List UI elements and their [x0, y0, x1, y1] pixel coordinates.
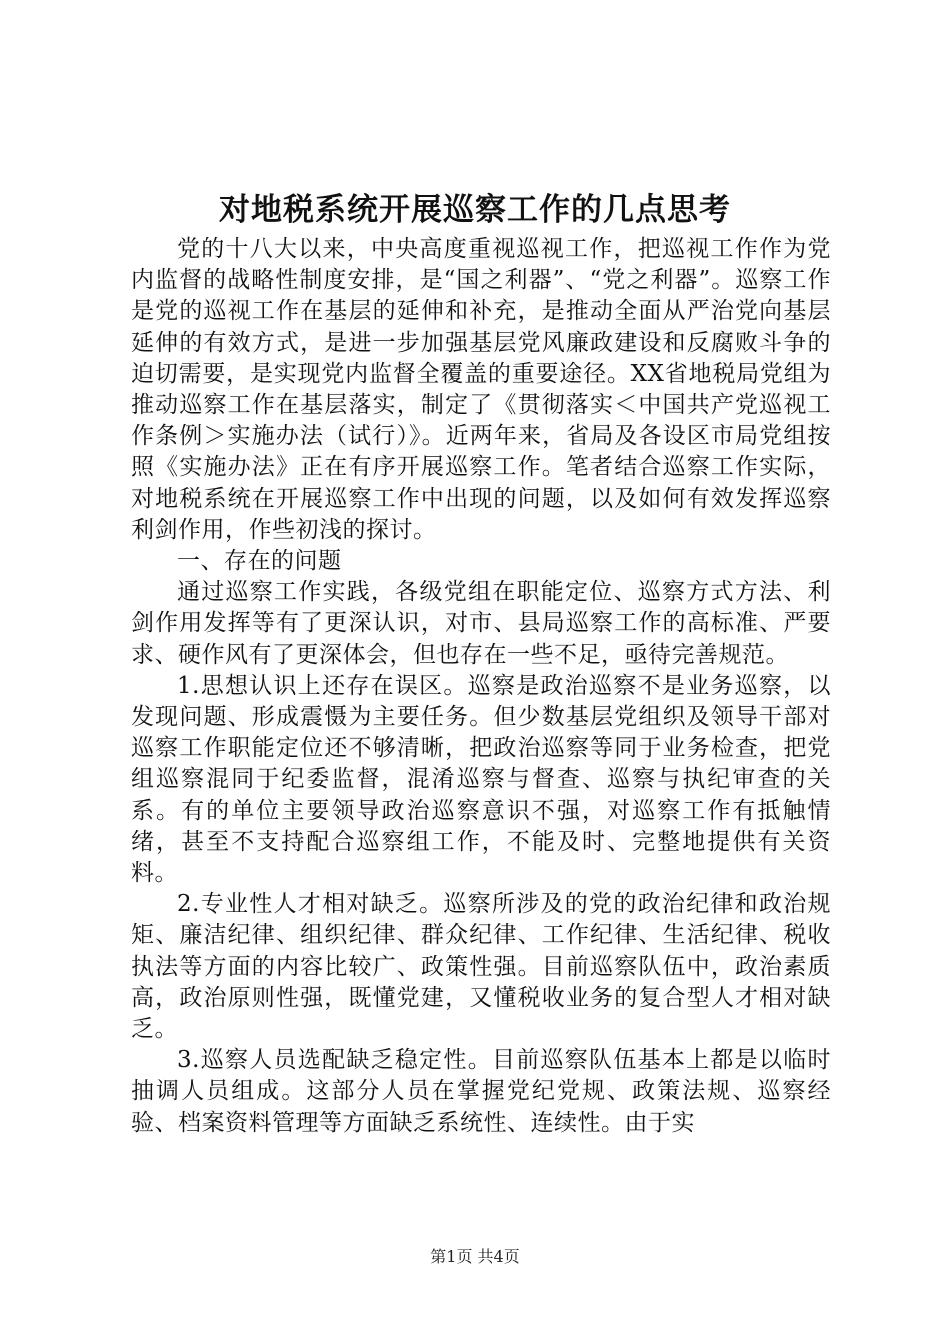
paragraph-point-3: 3.巡察人员选配缺乏稳定性。目前巡察队伍基本上都是以临时抽调人员组成。这部分人员在掌握党纪党规、政策法规、巡察经验、档案资料管理等方面缺乏系统性、连续性。由于实: [131, 1047, 831, 1136]
document-body: [131, 234, 831, 1139]
paragraph-point-2: 2.专业性人才相对缺乏。巡察所涉及的党的政治纪律和政治规矩、廉洁纪律、组织纪律、群众纪律、工作纪律、生活纪律、税收执法等方面的内容比较广、政策性强。目前巡察队伍中，政治素质高，政治原则性强，既懂党建，又懂税收业务的复合型人才相对缺乏。: [131, 891, 831, 1043]
paragraph-overview: 通过巡察工作实践，各级党组在职能定位、巡察方式方法、利剑作用发挥等有了更深认识，对市、县局巡察工作的高标准、严要求、硬作风有了更深体会，但也存在一些不足，亟待完善规范。: [131, 579, 831, 668]
paragraph-intro: 党的十八大以来，中央高度重视巡视工作，把巡视工作作为党内监督的战略性制度安排，是“国之利器”、“党之利器”。巡察工作是党的巡视工作在基层的延伸和补充，是推动全面从严治党向基层延伸的有效方式，是进一步加强基层党风廉政建设和反腐败斗争的迫切需要，是实现党内监督全覆盖的重要途径。XX省地税局党组为推动巡察工作在基层落实，制定了《贯彻落实＜中国共产党巡视工作条例＞实施办法（试行）》。近两年来，省局及各设区市局党组按照《实施办法》正在有序开展巡察工作。笔者结合巡察工作实际，对地税系统在开展巡察工作中出现的问题，以及如何有效发挥巡察利剑作用，作些初浅的探讨。: [131, 236, 831, 543]
document-title: 对地税系统开展巡察工作的几点思考: [219, 192, 731, 228]
page-footer: 第1页 共4页: [430, 1247, 520, 1266]
paragraph-point-1: 1.思想认识上还存在误区。巡察是政治巡察不是业务巡察，以发现问题、形成震慑为主要任务。但少数基层党组织及领导干部对巡察工作职能定位还不够清晰，把政治巡察等同于业务检查，把党组巡察混同于纪委监督，混淆巡察与督查、巡察与执纪审查的关系。有的单位主要领导政治巡察意识不强，对巡察工作有抵触情绪，甚至不支持配合巡察组工作，不能及时、完整地提供有关资料。: [131, 672, 831, 887]
section-heading-problems: 一、存在的问题: [177, 548, 342, 575]
